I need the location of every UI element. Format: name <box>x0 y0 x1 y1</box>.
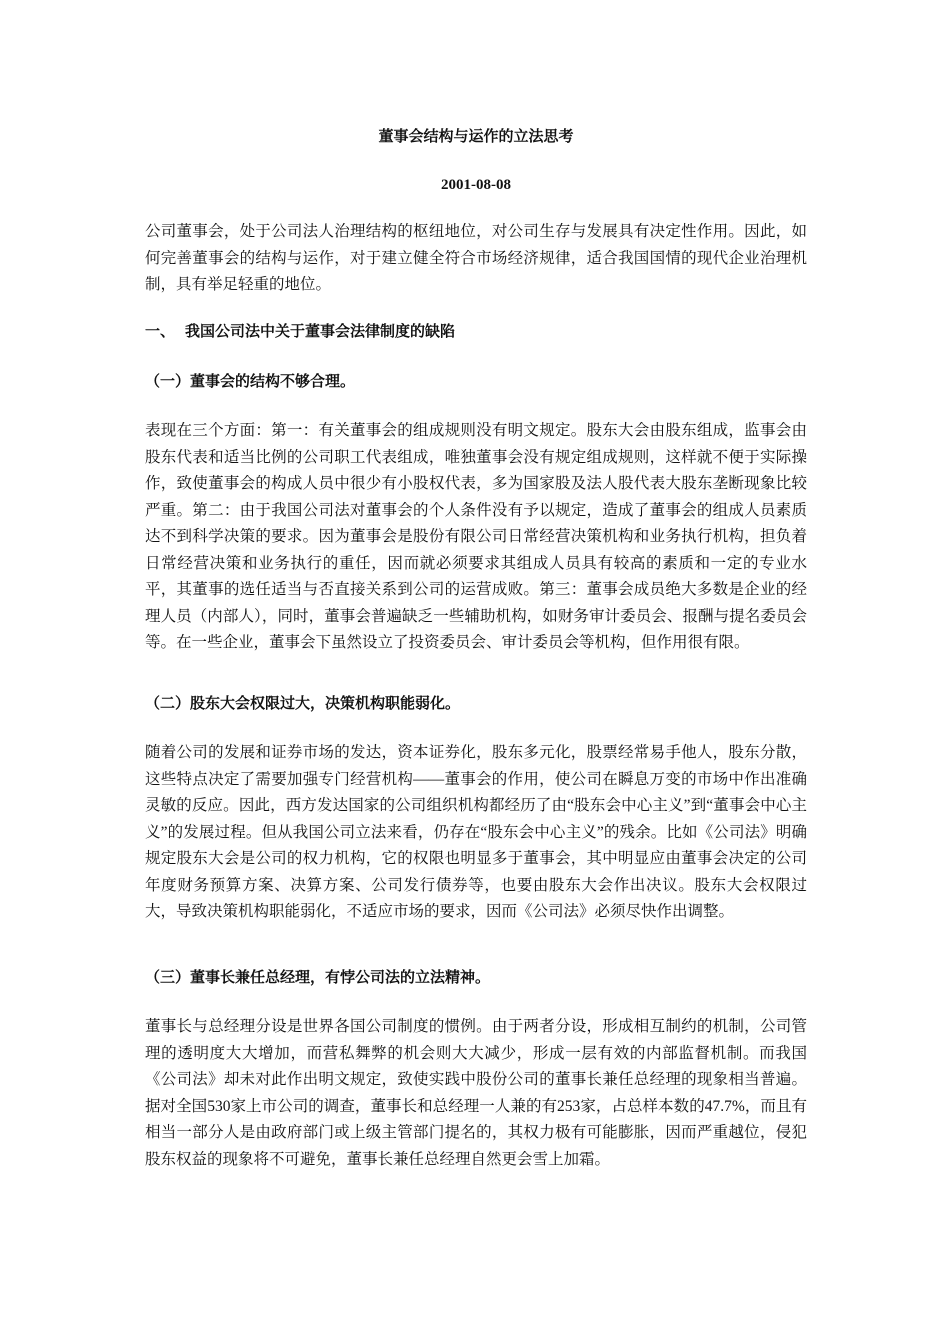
document-title: 董事会结构与运作的立法思考 <box>378 129 574 145</box>
intro-paragraph: 公司董事会，处于公司法人治理结构的枢纽地位，对公司生存与发展具有决定性作用。因此，如何完善董事会的结构与运作，对于建立健全符合市场经济规律，适合我国国情的现代企业治理机制，具有举足轻重的地位。 <box>145 223 807 293</box>
subsection-body-1: 表现在三个方面：第一：有关董事会的组成规则没有明文规定。股东大会由股东组成，监事会由股东代表和适当比例的公司职工代表组成，唯独董事会没有规定组成规则，这样就不便于实际操作，致使董事会的构成人员中很少有小股权代表，多为国家股及法人股代表大股东垄断现象比较严重。第二：由于我国公司法对董事会的个人条件没有予以规定，造成了董事会的组成人员素质达不到科学决策的要求。因为董事会是股份有限公司日常经营决策机构和业务执行机构，担负着日常经营决策和业务执行的重任，因而就必须要求其组成人员具有较高的素质和一定的专业水平，其董事的选任适当与否直接关系到公司的运营成败。第三：董事会成员绝大多数是企业的经理人员（内部人），同时，董事会普遍缺乏一些辅助机构，如财务审计委员会、报酬与提名委员会等。在一些企业，董事会下虽然设立了投资委员会、审计委员会等机构，但作用很有限。 <box>145 422 807 651</box>
section-number: 一、 <box>145 324 176 340</box>
document-date: 2001-08-08 <box>441 177 511 193</box>
subsection-heading-2: （二）股东大会权限过大，决策机构职能弱化。 <box>145 696 461 712</box>
subsection-body-2: 随着公司的发展和证券市场的发达，资本证券化，股东多元化，股票经常易手他人，股东分散，这些特点决定了需要加强专门经营机构——董事会的作用，使公司在瞬息万变的市场中作出准确灵敏的反应。因此，西方发达国家的公司组织机构都经历了由“股东会中心主义”到“董事会中心主义”的发展过程。但从我国公司立法来看，仍存在“股东会中心主义”的残余。比如《公司法》明确规定股东大会是公司的权力机构，它的权限也明显多于董事会，其中明显应由董事会决定的公司年度财务预算方案、决算方案、公司发行债券等，也要由股东大会作出决议。股东大会权限过大，导致决策机构职能弱化，不适应市场的要求，因而《公司法》必须尽快作出调整。 <box>145 744 807 920</box>
subsection-heading-3: （三）董事长兼任总经理，有悖公司法的立法精神。 <box>145 970 491 986</box>
subsection-heading-1: （一）董事会的结构不够合理。 <box>145 374 356 390</box>
section-heading-1 <box>145 321 807 343</box>
subsection-body-3: 董事长与总经理分设是世界各国公司制度的惯例。由于两者分设，形成相互制约的机制，公司管理的透明度大大增加，而营私舞弊的机会则大大减少，形成一层有效的内部监督机制。而我国《公司法》却未对此作出明文规定，致使实践中股份公司的董事长兼任总经理的现象相当普遍。据对全国530家上市公司的调查，董事长和总经理一人兼的有253家，占总样本数的47.7%，而且有相当一部分人是由政府部门或上级主管部门提名的，其权力极有可能膨胀，因而严重越位，侵犯股东权益的现象将不可避免，董事长兼任总经理自然更会雪上加霜。 <box>145 1018 807 1168</box>
section-title: 我国公司法中关于董事会法律制度的缺陷 <box>185 324 456 340</box>
